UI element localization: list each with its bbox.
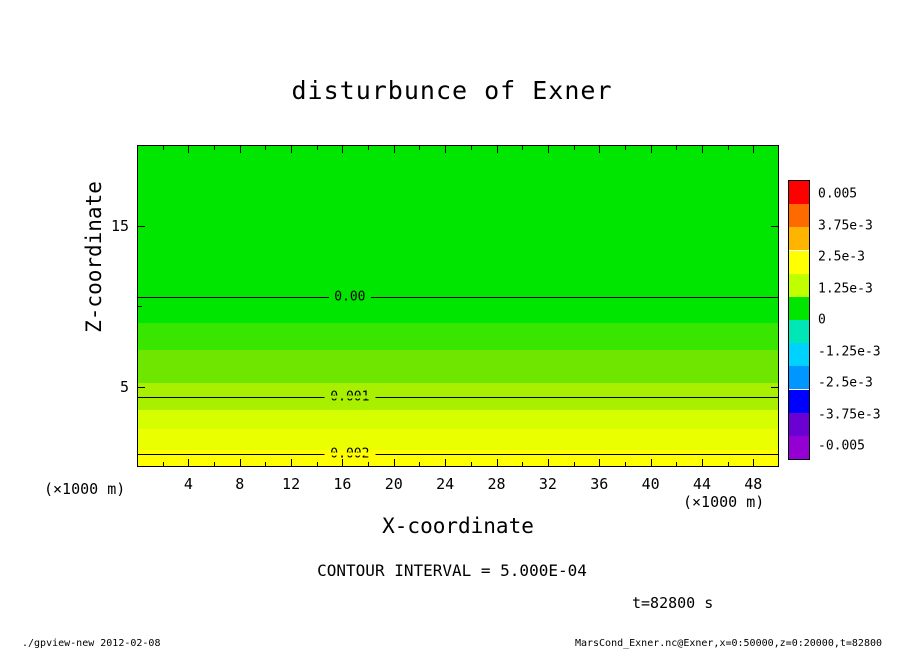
colorbar-segment <box>789 227 809 250</box>
x-tick <box>651 145 652 153</box>
time-annotation: t=82800 s <box>632 594 714 612</box>
colorbar-tick-label: 0 <box>818 312 826 328</box>
x-axis-unit: (×1000 m) <box>683 493 765 511</box>
colorbar-tick-label: 0.005 <box>818 186 858 202</box>
colorbar-segment <box>789 436 809 459</box>
x-minor-tick <box>265 145 266 150</box>
x-tick <box>291 145 292 153</box>
contour-band <box>138 429 778 450</box>
x-tick <box>342 459 343 467</box>
colorbar-segment <box>789 390 809 413</box>
x-tick-label: 36 <box>590 475 609 493</box>
contour-interval-note: CONTOUR INTERVAL = 5.000E-04 <box>317 561 587 580</box>
x-minor-tick <box>368 145 369 150</box>
x-minor-tick <box>676 145 677 150</box>
x-minor-tick <box>728 145 729 150</box>
colorbar-tick-label: -1.25e-3 <box>818 344 881 359</box>
x-minor-tick <box>471 462 472 467</box>
x-tick <box>240 145 241 153</box>
x-minor-tick <box>265 462 266 467</box>
footer-right-text: MarsCond_Exner.nc@Exner,x=0:50000,z=0:20000,t=82800 <box>574 638 882 649</box>
x-minor-tick <box>625 145 626 150</box>
x-minor-tick <box>419 462 420 467</box>
x-tick-label: 8 <box>235 475 245 493</box>
x-tick <box>240 459 241 467</box>
x-tick <box>651 459 652 467</box>
x-minor-tick <box>419 145 420 150</box>
x-minor-tick <box>522 145 523 150</box>
colorbar-segment <box>789 204 809 227</box>
x-tick <box>188 459 189 467</box>
contour-label-gap <box>324 452 375 455</box>
x-minor-tick <box>214 462 215 467</box>
colorbar-tick-label: 2.5e-3 <box>818 249 865 265</box>
contour-band <box>138 350 778 382</box>
x-tick-label: 4 <box>183 475 193 493</box>
x-tick <box>702 459 703 467</box>
x-tick <box>291 459 292 467</box>
y-tick <box>771 387 779 388</box>
x-tick <box>548 145 549 153</box>
x-tick <box>497 145 498 153</box>
x-minor-tick <box>574 462 575 467</box>
colorbar-tick-label: -3.75e-3 <box>818 407 881 422</box>
contour-line <box>138 454 778 455</box>
page-title: disturbunce of Exner <box>291 76 613 105</box>
x-tick-label: 24 <box>436 475 455 493</box>
plot-area <box>137 145 779 467</box>
z-axis-unit: (×1000 m) <box>44 480 126 498</box>
x-tick <box>548 459 549 467</box>
colorbar <box>788 180 810 460</box>
x-minor-tick <box>317 462 318 467</box>
x-tick <box>753 459 754 467</box>
y-minor-tick <box>137 387 142 388</box>
x-tick-label: 28 <box>487 475 506 493</box>
contour-line <box>138 397 778 398</box>
x-tick <box>599 145 600 153</box>
colorbar-segment <box>789 320 809 343</box>
colorbar-segment <box>789 366 809 389</box>
x-minor-tick <box>471 145 472 150</box>
x-tick <box>497 459 498 467</box>
x-tick <box>394 145 395 153</box>
contour-line <box>138 297 778 298</box>
contour-band <box>138 410 778 429</box>
y-tick <box>771 226 779 227</box>
colorbar-tick-label: 1.25e-3 <box>818 281 873 296</box>
x-tick-label: 48 <box>744 475 763 493</box>
colorbar-tick-label: -0.005 <box>818 438 865 454</box>
x-tick <box>753 145 754 153</box>
colorbar-segment <box>789 251 809 274</box>
x-tick <box>342 145 343 153</box>
x-tick <box>394 459 395 467</box>
x-tick <box>188 145 189 153</box>
y-minor-tick <box>137 306 142 307</box>
x-minor-tick <box>676 462 677 467</box>
contour-label-gap <box>324 396 375 399</box>
x-tick-label: 16 <box>333 475 352 493</box>
x-minor-tick <box>317 145 318 150</box>
colorbar-segment <box>789 343 809 366</box>
x-tick-label: 40 <box>641 475 660 493</box>
x-tick-label: 12 <box>282 475 301 493</box>
x-tick <box>445 145 446 153</box>
x-tick-label: 32 <box>538 475 557 493</box>
colorbar-segment <box>789 181 809 204</box>
x-tick <box>445 459 446 467</box>
x-tick-label: 44 <box>692 475 711 493</box>
colorbar-tick-label: 3.75e-3 <box>818 218 873 233</box>
y-minor-tick <box>137 226 142 227</box>
contour-band <box>138 323 778 350</box>
x-minor-tick <box>163 462 164 467</box>
y-tick-label: 15 <box>110 216 129 235</box>
x-minor-tick <box>728 462 729 467</box>
colorbar-segment <box>789 274 809 297</box>
x-minor-tick <box>368 462 369 467</box>
x-minor-tick <box>163 145 164 150</box>
x-tick <box>702 145 703 153</box>
y-tick-label: 5 <box>119 377 129 396</box>
x-minor-tick <box>574 145 575 150</box>
contour-label: 0.00 <box>334 289 366 305</box>
x-minor-tick <box>625 462 626 467</box>
colorbar-tick-label: -2.5e-3 <box>818 375 873 391</box>
y-axis-label: Z-coordinate <box>82 181 106 333</box>
x-tick-label: 20 <box>384 475 403 493</box>
colorbar-segment <box>789 413 809 436</box>
x-tick <box>599 459 600 467</box>
x-axis-label: X-coordinate <box>382 514 534 538</box>
footer-left-text: ./gpview-new 2012-02-08 <box>22 638 161 649</box>
x-minor-tick <box>522 462 523 467</box>
x-minor-tick <box>214 145 215 150</box>
colorbar-segment <box>789 297 809 320</box>
